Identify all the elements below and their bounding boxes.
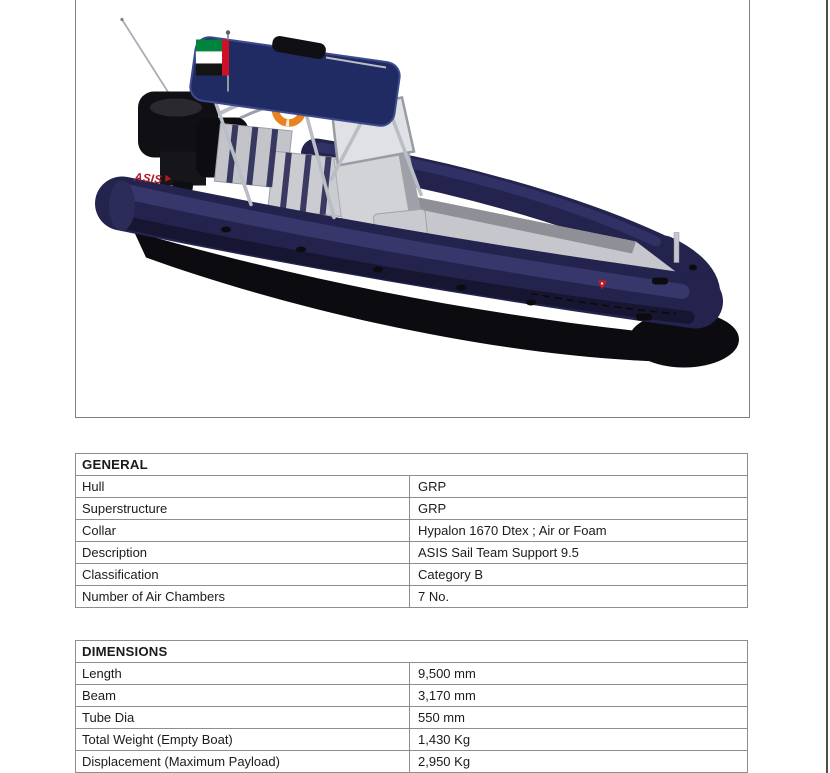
- spec-label-cell: Description: [76, 542, 410, 564]
- table-row: [76, 586, 748, 608]
- spec-value-cell: 9,500 mm: [410, 663, 748, 685]
- svg-text:ASIS: ASIS: [133, 171, 163, 187]
- spec-value-cell: 550 mm: [410, 707, 748, 729]
- spec-value-cell: 1,430 Kg: [410, 729, 748, 751]
- table-row: [76, 542, 748, 564]
- spec-label-cell: Beam: [76, 685, 410, 707]
- table-row: [76, 729, 748, 751]
- spec-value-cell: ASIS Sail Team Support 9.5: [410, 542, 748, 564]
- bow-post: [674, 233, 679, 263]
- stern-tube-cap: [109, 181, 135, 231]
- table-row: [76, 498, 748, 520]
- table-row: [76, 564, 748, 586]
- table-header-row: [76, 641, 748, 663]
- spec-label-cell: Number of Air Chambers: [76, 586, 410, 608]
- spec-label-cell: Collar: [76, 520, 410, 542]
- spec-value-cell: 2,950 Kg: [410, 751, 748, 773]
- spec-value-cell: Hypalon 1670 Dtex ; Air or Foam: [410, 520, 748, 542]
- table-row: [76, 663, 748, 685]
- spec-value-cell: GRP: [410, 498, 748, 520]
- general-table-header: GENERAL: [76, 454, 748, 476]
- spec-label-cell: Superstructure: [76, 498, 410, 520]
- boat-image-panel: [75, 0, 750, 418]
- spec-label-cell: Total Weight (Empty Boat): [76, 729, 410, 751]
- spec-value-cell: GRP: [410, 476, 748, 498]
- general-table: [75, 453, 748, 608]
- dimensions-table-header: DIMENSIONS: [76, 641, 748, 663]
- table-header-row: [76, 454, 748, 476]
- dimensions-table: [75, 640, 748, 773]
- table-row: [76, 476, 748, 498]
- spec-value-cell: 3,170 mm: [410, 685, 748, 707]
- spec-label-cell: Classification: [76, 564, 410, 586]
- spec-label-cell: Tube Dia: [76, 707, 410, 729]
- table-row: [76, 685, 748, 707]
- boat-render: [76, 0, 749, 417]
- spec-value-cell: 7 No.: [410, 586, 748, 608]
- table-row: [76, 520, 748, 542]
- spec-label-cell: Length: [76, 663, 410, 685]
- spec-value-cell: Category B: [410, 564, 748, 586]
- spec-label-cell: Hull: [76, 476, 410, 498]
- table-row: [76, 707, 748, 729]
- page-right-edge: [826, 0, 828, 773]
- table-row: [76, 751, 748, 773]
- spec-label-cell: Displacement (Maximum Payload): [76, 751, 410, 773]
